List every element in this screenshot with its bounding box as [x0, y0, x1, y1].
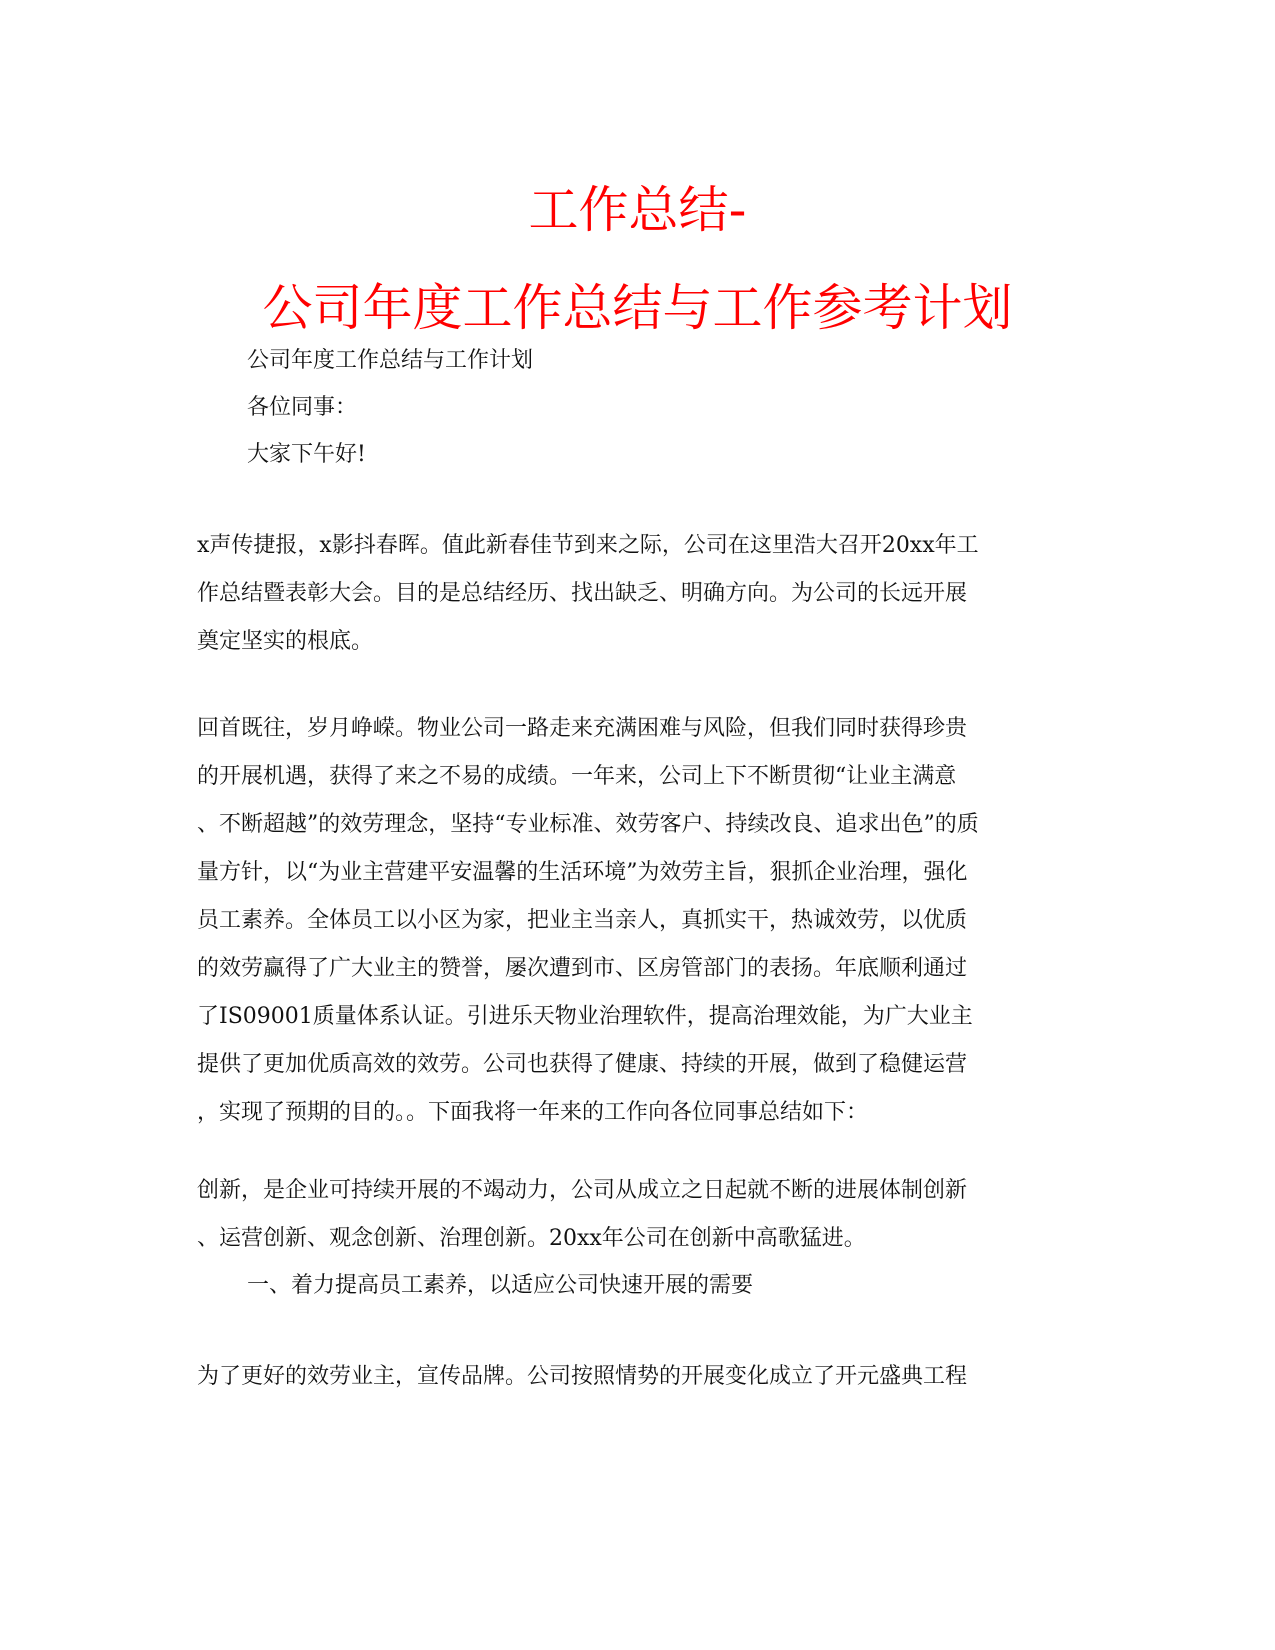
document-subtitle: 公司年度工作总结与工作计划 — [247, 348, 534, 373]
paragraph-line: 量方针，以“为业主营建平安温馨的生活环境”为效劳主旨，狠抓企业治理，强化 — [197, 860, 968, 885]
paragraph-line: 作总结暨表彰大会。目的是总结经历、找出缺乏、明确方向。为公司的长远开展 — [197, 581, 968, 606]
paragraph-line: 奠定坚实的根底。 — [197, 629, 374, 654]
paragraph-line: 的开展机遇，获得了来之不易的成绩。一年来，公司上下不断贯彻“让业主满意 — [197, 764, 957, 789]
paragraph-line: 、不断超越”的效劳理念，坚持“专业标准、效劳客户、持续改良、追求出色”的质 — [197, 812, 979, 837]
paragraph-line: 为了更好的效劳业主，宣传品牌。公司按照情势的开展变化成立了开元盛典工程 — [197, 1364, 968, 1389]
paragraph-line: 回首既往，岁月峥嵘。物业公司一路走来充满困难与风险，但我们同时获得珍贵 — [197, 716, 968, 741]
document-title-line1: 工作总结- — [528, 181, 747, 239]
paragraph-line: 创新，是企业可持续开展的不竭动力，公司从成立之日起就不断的进展体制创新 — [197, 1178, 968, 1203]
paragraph-2 — [197, 705, 1077, 1137]
paragraph-line: 了IS09001质量体系认证。引进乐天物业治理软件，提高治理效能，为广大业主 — [197, 1004, 973, 1029]
paragraph-line: 、运营创新、观念创新、治理创新。20xx年公司在创新中高歌猛进。 — [197, 1226, 866, 1251]
paragraph-line: x声传捷报，x影抖春晖。值此新春佳节到来之际，公司在这里浩大召开20xx年工 — [197, 533, 979, 558]
salutation: 各位同事： — [247, 395, 358, 420]
section-1-heading: 一、着力提高员工素养，以适应公司快速开展的需要 — [247, 1273, 754, 1298]
document-title-line2: 公司年度工作总结与工作参考计划 — [262, 279, 1013, 337]
paragraph-3 — [197, 1167, 1077, 1263]
paragraph-line: 的效劳赢得了广大业主的赞誉，屡次遭到市、区房管部门的表扬。年底顺利通过 — [197, 956, 968, 981]
paragraph-4 — [197, 1353, 1077, 1401]
greeting: 大家下午好! — [247, 442, 366, 467]
paragraph-line: ，实现了预期的目的。。下面我将一年来的工作向各位同事总结如下： — [197, 1100, 869, 1125]
paragraph-1 — [197, 522, 1077, 666]
paragraph-line: 提供了更加优质高效的效劳。公司也获得了健康、持续的开展，做到了稳健运营 — [197, 1052, 968, 1077]
paragraph-line: 员工素养。全体员工以小区为家，把业主当亲人，真抓实干，热诚效劳，以优质 — [197, 908, 968, 933]
